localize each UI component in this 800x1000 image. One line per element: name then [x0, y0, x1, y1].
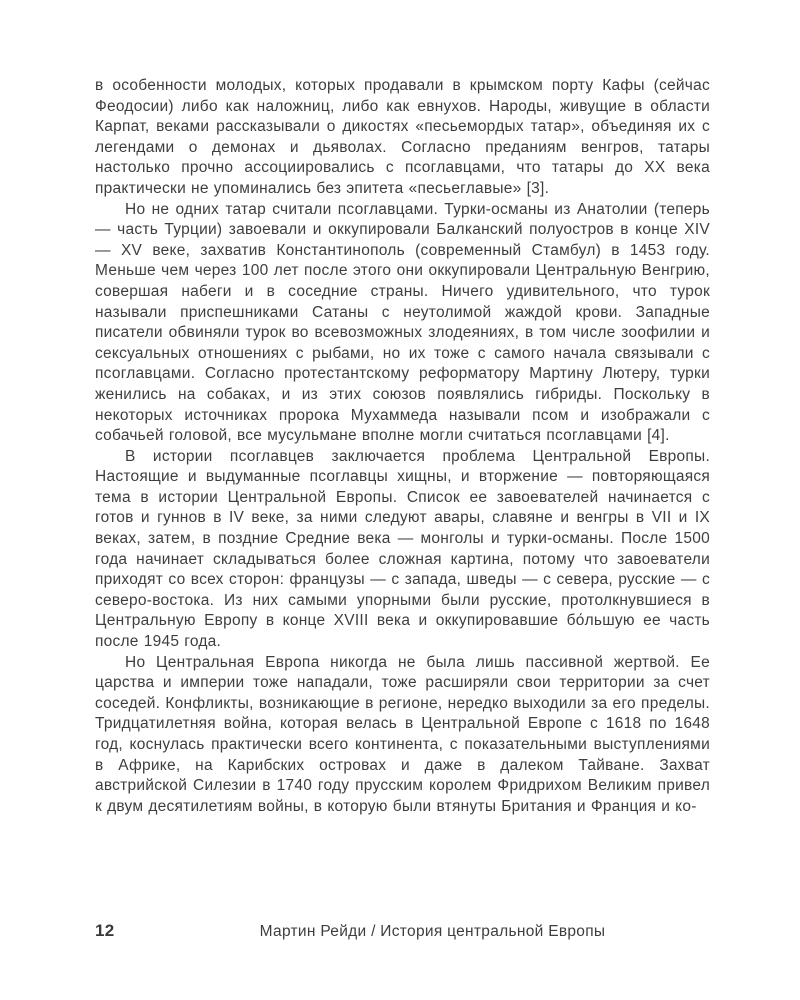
- paragraph: в особенности молодых, которых продавали в крымском порту Кафы (сейчас Феодосии) либо как наложниц, либо как евнухов. Народы, живущие в области Карпат, веками рассказывали о дикостях «песьемордых татар», объединяя их с легендами о демонах и дьяволах. Согласно преданиям венгров, татары настолько прочно ассоциировались с псоглавцами, что татары до XX века практически не упоминались без эпитета «песьеглавые» [3].: [95, 77, 710, 197]
- paragraph: Но Центральная Европа никогда не была лишь пассивной жертвой. Ее царства и империи тоже нападали, тоже расширяли свои территории за счет соседей. Конфликты, возникающие в регионе, нередко выходили за его пределы. Тридцатилетняя война, которая велась в Центральной Европе с 1618 по 1648 год, коснулась практически всего континента, с показательными выступлениями в Африке, на Карибских островах и даже в далеком Тайване. Захват австрийской Силезии в 1740 году прусским королем Фридрихом Великим привел к двум десятилетиям войны, в которую были втянуты Британия и Франция и ко-: [95, 653, 710, 815]
- page-number: 12: [95, 921, 115, 940]
- paragraph: В истории псоглавцев заключается проблема Центральной Европы. Настоящие и выдуманные псоглавцы хищны, и вторжение — повторяющаяся тема в истории Центральной Европы. Список ее завоевателей начинается с готов и гуннов в IV веке, за ними следуют авары, славяне и венгры в VII и IX веках, затем, в поздние Средние века — монголы и турки-османы. После 1500 года начинает складываться более сложная картина, потому что завоеватели приходят со всех сторон: французы — с запада, шведы — с севера, русские — с северо-востока. Из них самыми упорными были русские, протолкнувшиеся в Центральную Европу в конце XVIII века и оккупировавшие бо́льшую ее часть после 1945 года.: [95, 447, 710, 651]
- page-footer: [95, 921, 710, 945]
- paragraph: Но не одних татар считали псоглавцами. Турки-османы из Анатолии (теперь — часть Турции) завоевали и оккупировали Балканский полуостров в конце XIV — XV веке, захватив Константинополь (современный Стамбул) в 1453 году. Меньше чем через 100 лет после этого они оккупировали Центральную Венгрию, совершая набеги и в соседние страны. Ничего удивительного, что турок называли приспешниками Сатаны с неутолимой жаждой крови. Западные писатели обвиняли турок во всевозможных злодеяниях, в том числе зоофилии и сексуальных отношениях с рыбами, но их тоже с самого начала связывали с псоглавцами. Согласно протестантскому реформатору Мартину Лютеру, турки женились на собаках, и из этих союзов появлялись гибриды. Поскольку в некоторых источниках пророка Мухаммеда называли псом и изображали с собачьей головой, все мусульмане вполне могли считаться псоглавцами [4].: [95, 200, 710, 445]
- text-block: [95, 76, 710, 817]
- running-title: Мартин Рейди / История центральной Европы: [259, 923, 606, 940]
